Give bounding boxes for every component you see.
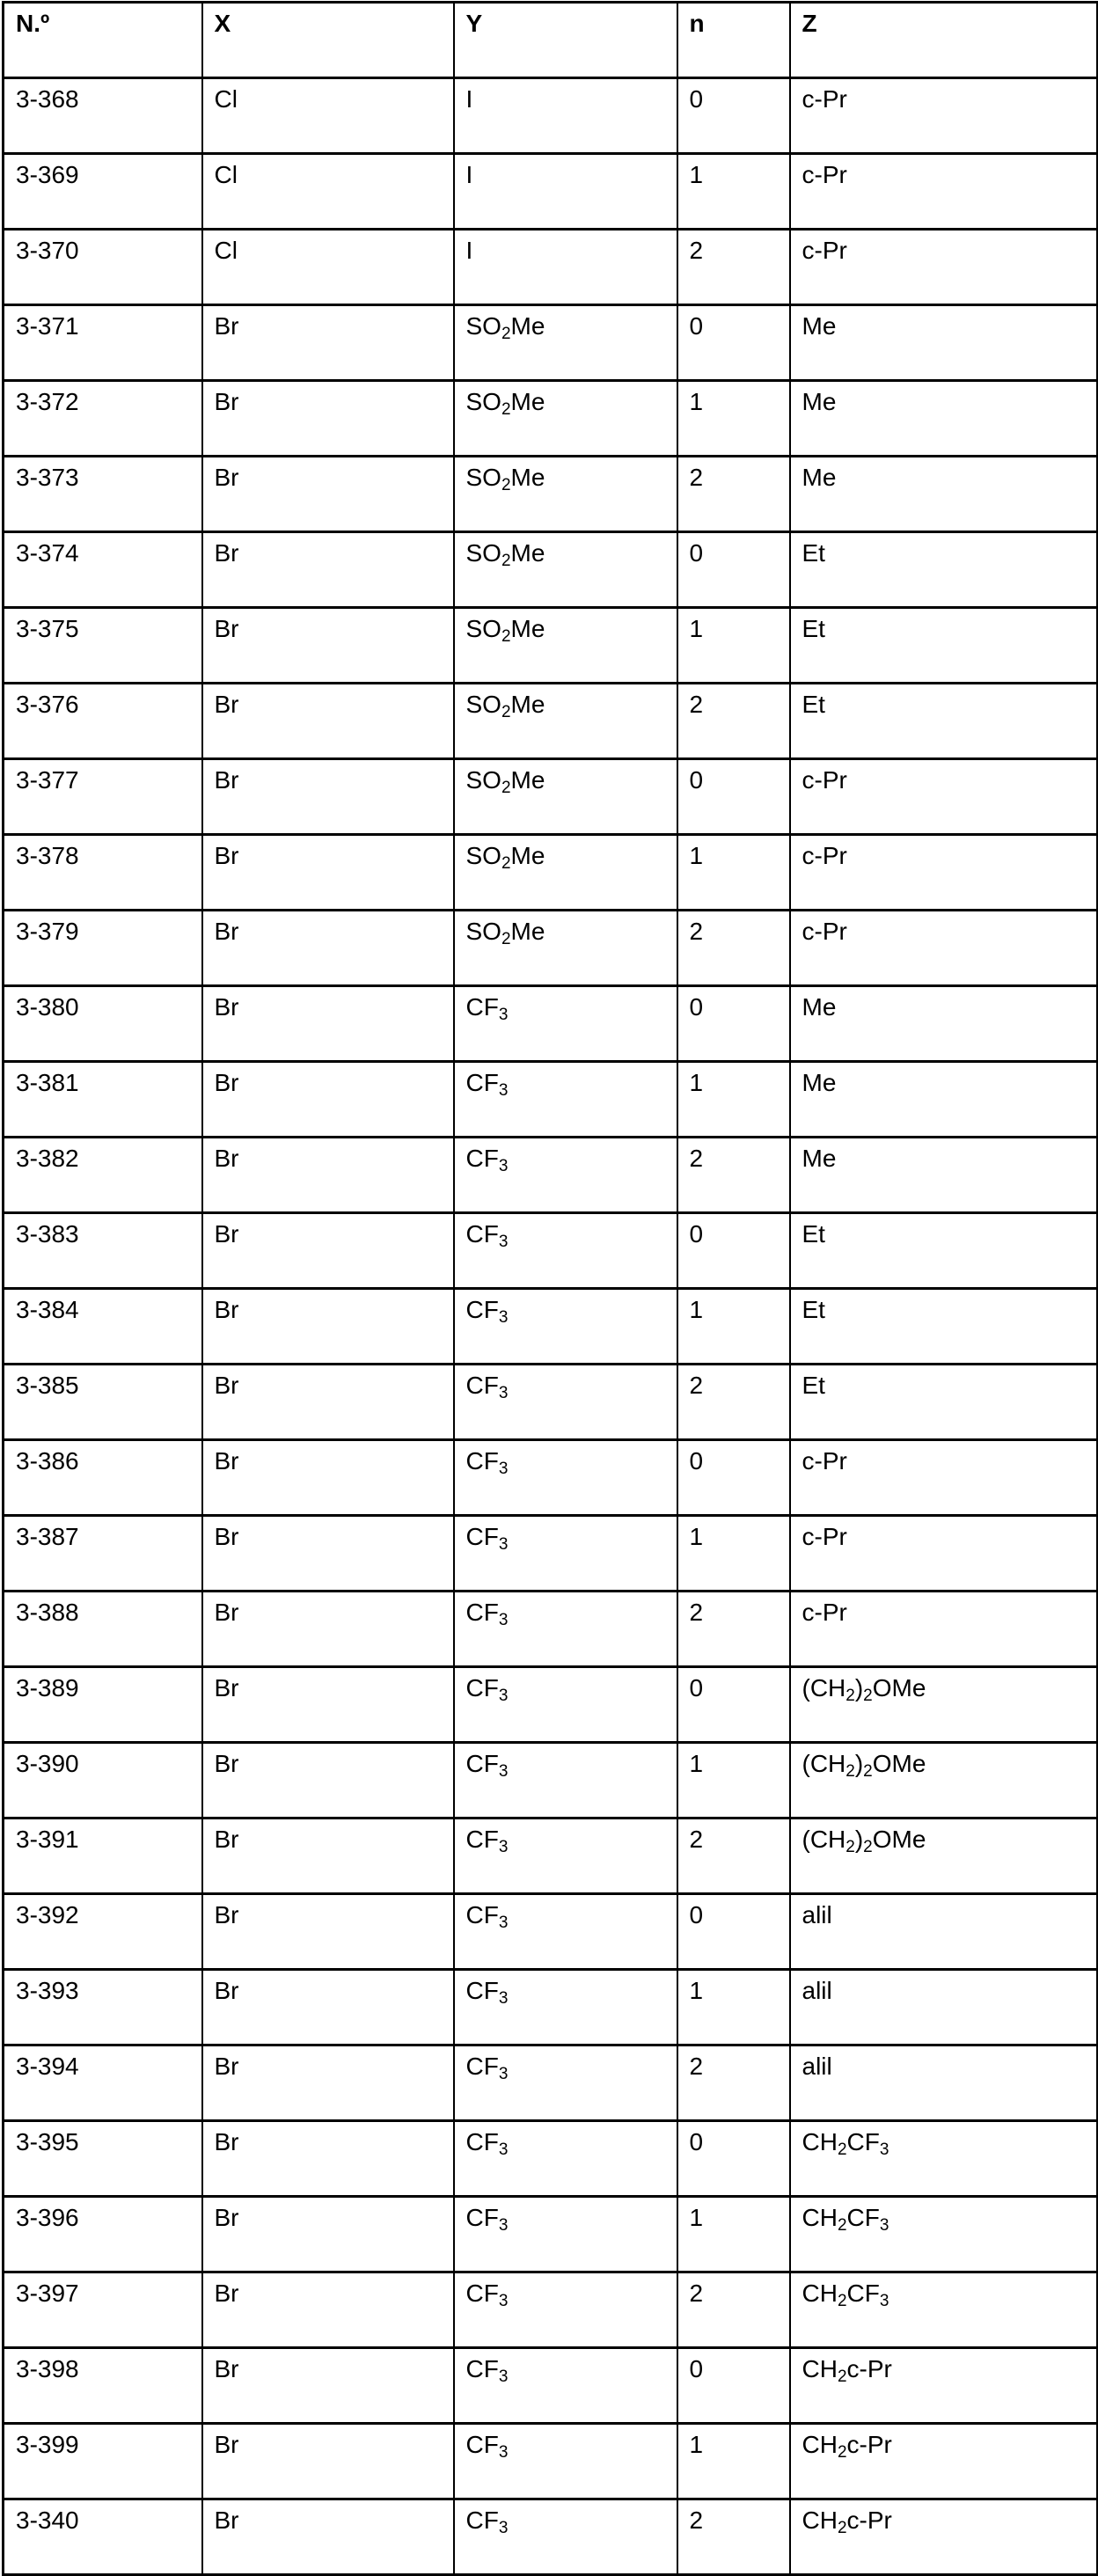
cell-n: 1 bbox=[677, 1743, 790, 1819]
cell-z bbox=[790, 532, 1098, 608]
chemical-formula: $CF_3$ bbox=[465, 1977, 509, 2008]
cell-z bbox=[790, 835, 1098, 911]
cell-y bbox=[454, 759, 677, 835]
cell-y bbox=[454, 2348, 677, 2424]
cell-z bbox=[790, 78, 1098, 154]
cell-y bbox=[454, 1062, 677, 1138]
cell-x: Br bbox=[202, 381, 454, 457]
cell-n: 2 bbox=[677, 2045, 790, 2121]
chemical-formula: c-Pr bbox=[802, 918, 847, 945]
cell-x: Br bbox=[202, 1819, 454, 1894]
cell-n: 0 bbox=[677, 759, 790, 835]
cell-x: Br bbox=[202, 684, 454, 759]
cell-number: 3-376 bbox=[4, 684, 202, 759]
cell-y bbox=[454, 911, 677, 986]
table-row bbox=[4, 457, 1098, 532]
chemical-formula: $CF_3$ bbox=[465, 1674, 509, 1705]
cell-n: 2 bbox=[677, 2272, 790, 2348]
chemical-formula: $CF_3$ bbox=[465, 1750, 509, 1781]
chemical-formula: $CF_3$ bbox=[465, 1296, 509, 1327]
chemical-formula: $CF_3$ bbox=[465, 2280, 509, 2310]
table-row bbox=[4, 381, 1098, 457]
chemical-formula: $SO_2Me$ bbox=[465, 464, 545, 494]
chemical-formula: Et bbox=[802, 1220, 825, 1248]
cell-x: Br bbox=[202, 2499, 454, 2575]
cell-n: 0 bbox=[677, 2121, 790, 2197]
chemical-formula: $CF_3$ bbox=[465, 993, 509, 1024]
cell-y bbox=[454, 608, 677, 684]
table-row bbox=[4, 1667, 1098, 1743]
chemical-formula: alil bbox=[802, 1901, 832, 1928]
cell-z bbox=[790, 1213, 1098, 1289]
cell-z bbox=[790, 2424, 1098, 2499]
cell-z bbox=[790, 305, 1098, 381]
cell-number: 3-399 bbox=[4, 2424, 202, 2499]
chemical-formula: $SO_2Me$ bbox=[465, 691, 545, 721]
cell-x: Cl bbox=[202, 154, 454, 230]
chemical-formula: alil bbox=[802, 2053, 832, 2080]
cell-x: Br bbox=[202, 2045, 454, 2121]
chemical-formula: c-Pr bbox=[802, 1523, 847, 1550]
cell-n: 0 bbox=[677, 1440, 790, 1516]
cell-x: Br bbox=[202, 1743, 454, 1819]
cell-number: 3-389 bbox=[4, 1667, 202, 1743]
table-row bbox=[4, 2197, 1098, 2272]
cell-x: Br bbox=[202, 1062, 454, 1138]
chemical-formula: I bbox=[465, 161, 473, 188]
table-row bbox=[4, 1894, 1098, 1970]
chemical-formula: Et bbox=[802, 539, 825, 567]
cell-y bbox=[454, 532, 677, 608]
cell-y bbox=[454, 457, 677, 532]
header-z: Z bbox=[790, 3, 1098, 78]
cell-y bbox=[454, 1289, 677, 1365]
chemical-formula: Me bbox=[802, 464, 837, 491]
cell-number: 3-379 bbox=[4, 911, 202, 986]
chemical-formula: $SO_2Me$ bbox=[465, 312, 545, 343]
chemical-formula: $CF_3$ bbox=[465, 2128, 509, 2159]
compound-table bbox=[2, 1, 1098, 2576]
table-row bbox=[4, 1743, 1098, 1819]
table-row bbox=[4, 684, 1098, 759]
chemical-formula: Me bbox=[802, 1069, 837, 1096]
table-row bbox=[4, 986, 1098, 1062]
cell-n: 2 bbox=[677, 684, 790, 759]
table-row bbox=[4, 2424, 1098, 2499]
chemical-formula: $CH_2c-Pr$ bbox=[802, 2355, 892, 2386]
chemical-formula: c-Pr bbox=[802, 1599, 847, 1626]
cell-number: 3-394 bbox=[4, 2045, 202, 2121]
chemical-formula: $CH_2CF_3$ bbox=[802, 2128, 889, 2159]
cell-n: 0 bbox=[677, 1667, 790, 1743]
chemical-formula: $SO_2Me$ bbox=[465, 388, 545, 419]
chemical-formula: $SO_2Me$ bbox=[465, 918, 545, 948]
chemical-formula: $CF_3$ bbox=[465, 2355, 509, 2386]
cell-y bbox=[454, 2424, 677, 2499]
cell-z bbox=[790, 381, 1098, 457]
cell-x: Cl bbox=[202, 78, 454, 154]
cell-n: 1 bbox=[677, 608, 790, 684]
cell-x: Br bbox=[202, 2121, 454, 2197]
cell-x: Br bbox=[202, 532, 454, 608]
cell-n: 0 bbox=[677, 2348, 790, 2424]
cell-n: 2 bbox=[677, 1365, 790, 1440]
cell-y bbox=[454, 1819, 677, 1894]
cell-x: Br bbox=[202, 1516, 454, 1592]
cell-number: 3-386 bbox=[4, 1440, 202, 1516]
cell-number: 3-385 bbox=[4, 1365, 202, 1440]
chemical-formula: Me bbox=[802, 1145, 837, 1172]
cell-z bbox=[790, 1289, 1098, 1365]
table-row bbox=[4, 1592, 1098, 1667]
cell-z bbox=[790, 2499, 1098, 2575]
cell-number: 3-373 bbox=[4, 457, 202, 532]
cell-x: Br bbox=[202, 2424, 454, 2499]
chemical-formula: $(CH_2)_2OMe$ bbox=[802, 1674, 926, 1705]
table-row bbox=[4, 2045, 1098, 2121]
table-row bbox=[4, 532, 1098, 608]
chemical-formula: $CF_3$ bbox=[465, 2053, 509, 2083]
cell-z bbox=[790, 1365, 1098, 1440]
cell-n: 0 bbox=[677, 532, 790, 608]
table-row bbox=[4, 1138, 1098, 1213]
cell-n: 1 bbox=[677, 1516, 790, 1592]
chemical-formula: $(CH_2)_2OMe$ bbox=[802, 1750, 926, 1781]
cell-number: 3-395 bbox=[4, 2121, 202, 2197]
cell-z bbox=[790, 1743, 1098, 1819]
chemical-formula: $CF_3$ bbox=[465, 2204, 509, 2235]
cell-y bbox=[454, 1516, 677, 1592]
cell-n: 1 bbox=[677, 1970, 790, 2045]
chemical-formula: Et bbox=[802, 1372, 825, 1399]
cell-number: 3-377 bbox=[4, 759, 202, 835]
chemical-formula: $CF_3$ bbox=[465, 1447, 509, 1478]
chemical-formula: $CF_3$ bbox=[465, 1826, 509, 1856]
cell-y bbox=[454, 986, 677, 1062]
table-row bbox=[4, 154, 1098, 230]
cell-number: 3-397 bbox=[4, 2272, 202, 2348]
table-row bbox=[4, 78, 1098, 154]
chemical-formula: $SO_2Me$ bbox=[465, 842, 545, 873]
cell-n: 1 bbox=[677, 2424, 790, 2499]
table-row bbox=[4, 608, 1098, 684]
cell-n: 2 bbox=[677, 230, 790, 305]
cell-number: 3-369 bbox=[4, 154, 202, 230]
table-row bbox=[4, 1062, 1098, 1138]
chemical-formula: alil bbox=[802, 1977, 832, 2004]
cell-z bbox=[790, 1819, 1098, 1894]
chemical-formula: Me bbox=[802, 312, 837, 340]
chemical-formula: $CF_3$ bbox=[465, 1372, 509, 1402]
cell-n: 0 bbox=[677, 1213, 790, 1289]
cell-n: 0 bbox=[677, 1894, 790, 1970]
cell-y bbox=[454, 1970, 677, 2045]
cell-y bbox=[454, 381, 677, 457]
chemical-formula: c-Pr bbox=[802, 842, 847, 869]
chemical-formula: c-Pr bbox=[802, 161, 847, 188]
cell-x: Br bbox=[202, 2348, 454, 2424]
cell-y bbox=[454, 1894, 677, 1970]
chemical-formula: Me bbox=[802, 993, 837, 1021]
table-row bbox=[4, 1213, 1098, 1289]
cell-y bbox=[454, 2272, 677, 2348]
cell-z bbox=[790, 608, 1098, 684]
cell-number: 3-390 bbox=[4, 1743, 202, 1819]
table-row bbox=[4, 759, 1098, 835]
table-row bbox=[4, 911, 1098, 986]
cell-number: 3-368 bbox=[4, 78, 202, 154]
chemical-formula: c-Pr bbox=[802, 766, 847, 794]
cell-x: Br bbox=[202, 1894, 454, 1970]
cell-number: 3-382 bbox=[4, 1138, 202, 1213]
cell-n: 1 bbox=[677, 835, 790, 911]
cell-z bbox=[790, 759, 1098, 835]
chemical-formula: $CF_3$ bbox=[465, 1599, 509, 1629]
chemical-formula: $CF_3$ bbox=[465, 1145, 509, 1175]
chemical-formula: $CF_3$ bbox=[465, 2431, 509, 2462]
chemical-formula: $SO_2Me$ bbox=[465, 766, 545, 797]
cell-number: 3-388 bbox=[4, 1592, 202, 1667]
cell-z bbox=[790, 1138, 1098, 1213]
cell-y bbox=[454, 1743, 677, 1819]
chemical-formula: c-Pr bbox=[802, 1447, 847, 1475]
cell-y bbox=[454, 835, 677, 911]
cell-x: Br bbox=[202, 835, 454, 911]
cell-z bbox=[790, 1894, 1098, 1970]
cell-x: Br bbox=[202, 1138, 454, 1213]
cell-n: 2 bbox=[677, 1138, 790, 1213]
table-row bbox=[4, 1819, 1098, 1894]
chemical-formula: $SO_2Me$ bbox=[465, 615, 545, 646]
cell-y bbox=[454, 78, 677, 154]
cell-z bbox=[790, 2348, 1098, 2424]
cell-number: 3-396 bbox=[4, 2197, 202, 2272]
cell-z bbox=[790, 1970, 1098, 2045]
cell-x: Br bbox=[202, 1213, 454, 1289]
cell-number: 3-340 bbox=[4, 2499, 202, 2575]
header-n: n bbox=[677, 3, 790, 78]
cell-z bbox=[790, 1440, 1098, 1516]
cell-number: 3-371 bbox=[4, 305, 202, 381]
cell-number: 3-387 bbox=[4, 1516, 202, 1592]
chemical-formula: Et bbox=[802, 615, 825, 642]
table-row bbox=[4, 2121, 1098, 2197]
cell-n: 1 bbox=[677, 381, 790, 457]
cell-y bbox=[454, 2499, 677, 2575]
cell-n: 2 bbox=[677, 457, 790, 532]
cell-y bbox=[454, 305, 677, 381]
cell-x: Br bbox=[202, 608, 454, 684]
cell-number: 3-391 bbox=[4, 1819, 202, 1894]
cell-x: Br bbox=[202, 1440, 454, 1516]
cell-x: Br bbox=[202, 1365, 454, 1440]
table-row bbox=[4, 1516, 1098, 1592]
chemical-formula: $CF_3$ bbox=[465, 1523, 509, 1554]
chemical-formula: $CH_2c-Pr$ bbox=[802, 2506, 892, 2537]
cell-y bbox=[454, 1365, 677, 1440]
chemical-formula: c-Pr bbox=[802, 85, 847, 113]
cell-n: 1 bbox=[677, 1062, 790, 1138]
chemical-formula: $CF_3$ bbox=[465, 1220, 509, 1251]
table-row bbox=[4, 1440, 1098, 1516]
table-row bbox=[4, 1289, 1098, 1365]
cell-z bbox=[790, 2197, 1098, 2272]
header-x: X bbox=[202, 3, 454, 78]
cell-number: 3-398 bbox=[4, 2348, 202, 2424]
cell-y bbox=[454, 2045, 677, 2121]
cell-x: Cl bbox=[202, 230, 454, 305]
cell-number: 3-384 bbox=[4, 1289, 202, 1365]
table-row bbox=[4, 2348, 1098, 2424]
chemical-formula: Me bbox=[802, 388, 837, 415]
cell-z bbox=[790, 2045, 1098, 2121]
cell-y bbox=[454, 230, 677, 305]
cell-y bbox=[454, 1138, 677, 1213]
cell-n: 1 bbox=[677, 2197, 790, 2272]
cell-number: 3-383 bbox=[4, 1213, 202, 1289]
cell-n: 2 bbox=[677, 911, 790, 986]
cell-number: 3-392 bbox=[4, 1894, 202, 1970]
chemical-formula: $CF_3$ bbox=[465, 1901, 509, 1932]
cell-z bbox=[790, 684, 1098, 759]
chemical-formula: $(CH_2)_2OMe$ bbox=[802, 1826, 926, 1856]
chemical-formula: $CF_3$ bbox=[465, 1069, 509, 1100]
cell-n: 2 bbox=[677, 2499, 790, 2575]
cell-x: Br bbox=[202, 305, 454, 381]
cell-x: Br bbox=[202, 2197, 454, 2272]
cell-z bbox=[790, 457, 1098, 532]
cell-y bbox=[454, 684, 677, 759]
chemical-formula: $CH_2c-Pr$ bbox=[802, 2431, 892, 2462]
table-row bbox=[4, 305, 1098, 381]
cell-x: Br bbox=[202, 2272, 454, 2348]
cell-z bbox=[790, 1516, 1098, 1592]
cell-y bbox=[454, 154, 677, 230]
chemical-formula: Et bbox=[802, 691, 825, 718]
cell-z bbox=[790, 911, 1098, 986]
cell-number: 3-393 bbox=[4, 1970, 202, 2045]
cell-number: 3-374 bbox=[4, 532, 202, 608]
cell-z bbox=[790, 986, 1098, 1062]
cell-x: Br bbox=[202, 911, 454, 986]
table-row bbox=[4, 2499, 1098, 2575]
cell-x: Br bbox=[202, 759, 454, 835]
cell-y bbox=[454, 1667, 677, 1743]
cell-x: Br bbox=[202, 1289, 454, 1365]
cell-y bbox=[454, 2121, 677, 2197]
cell-number: 3-381 bbox=[4, 1062, 202, 1138]
cell-n: 0 bbox=[677, 305, 790, 381]
chemical-formula: $SO_2Me$ bbox=[465, 539, 545, 570]
cell-n: 1 bbox=[677, 154, 790, 230]
chemical-formula: $CH_2CF_3$ bbox=[802, 2204, 889, 2235]
table-row bbox=[4, 1365, 1098, 1440]
cell-x: Br bbox=[202, 457, 454, 532]
cell-y bbox=[454, 2197, 677, 2272]
chemical-formula: Et bbox=[802, 1296, 825, 1323]
table-row bbox=[4, 835, 1098, 911]
cell-x: Br bbox=[202, 1970, 454, 2045]
chemical-formula: c-Pr bbox=[802, 237, 847, 264]
table-header-row bbox=[4, 3, 1098, 78]
table-row bbox=[4, 2272, 1098, 2348]
cell-number: 3-378 bbox=[4, 835, 202, 911]
cell-y bbox=[454, 1440, 677, 1516]
table-row bbox=[4, 1970, 1098, 2045]
cell-z bbox=[790, 230, 1098, 305]
chemical-formula: I bbox=[465, 85, 473, 113]
cell-n: 0 bbox=[677, 986, 790, 1062]
cell-number: 3-370 bbox=[4, 230, 202, 305]
cell-n: 2 bbox=[677, 1819, 790, 1894]
cell-x: Br bbox=[202, 986, 454, 1062]
cell-z bbox=[790, 1592, 1098, 1667]
chemical-formula: $CH_2CF_3$ bbox=[802, 2280, 889, 2310]
cell-n: 1 bbox=[677, 1289, 790, 1365]
cell-z bbox=[790, 2121, 1098, 2197]
cell-n: 0 bbox=[677, 78, 790, 154]
chemical-formula: I bbox=[465, 237, 473, 264]
chemical-formula: $CF_3$ bbox=[465, 2506, 509, 2537]
cell-y bbox=[454, 1592, 677, 1667]
cell-number: 3-380 bbox=[4, 986, 202, 1062]
table-body bbox=[4, 78, 1098, 2575]
cell-z bbox=[790, 154, 1098, 230]
cell-x: Br bbox=[202, 1592, 454, 1667]
header-number: N.º bbox=[4, 3, 202, 78]
cell-number: 3-372 bbox=[4, 381, 202, 457]
cell-z bbox=[790, 1667, 1098, 1743]
cell-number: 3-375 bbox=[4, 608, 202, 684]
cell-z bbox=[790, 2272, 1098, 2348]
cell-y bbox=[454, 1213, 677, 1289]
table-row bbox=[4, 230, 1098, 305]
cell-x: Br bbox=[202, 1667, 454, 1743]
cell-z bbox=[790, 1062, 1098, 1138]
header-y: Y bbox=[454, 3, 677, 78]
cell-n: 2 bbox=[677, 1592, 790, 1667]
